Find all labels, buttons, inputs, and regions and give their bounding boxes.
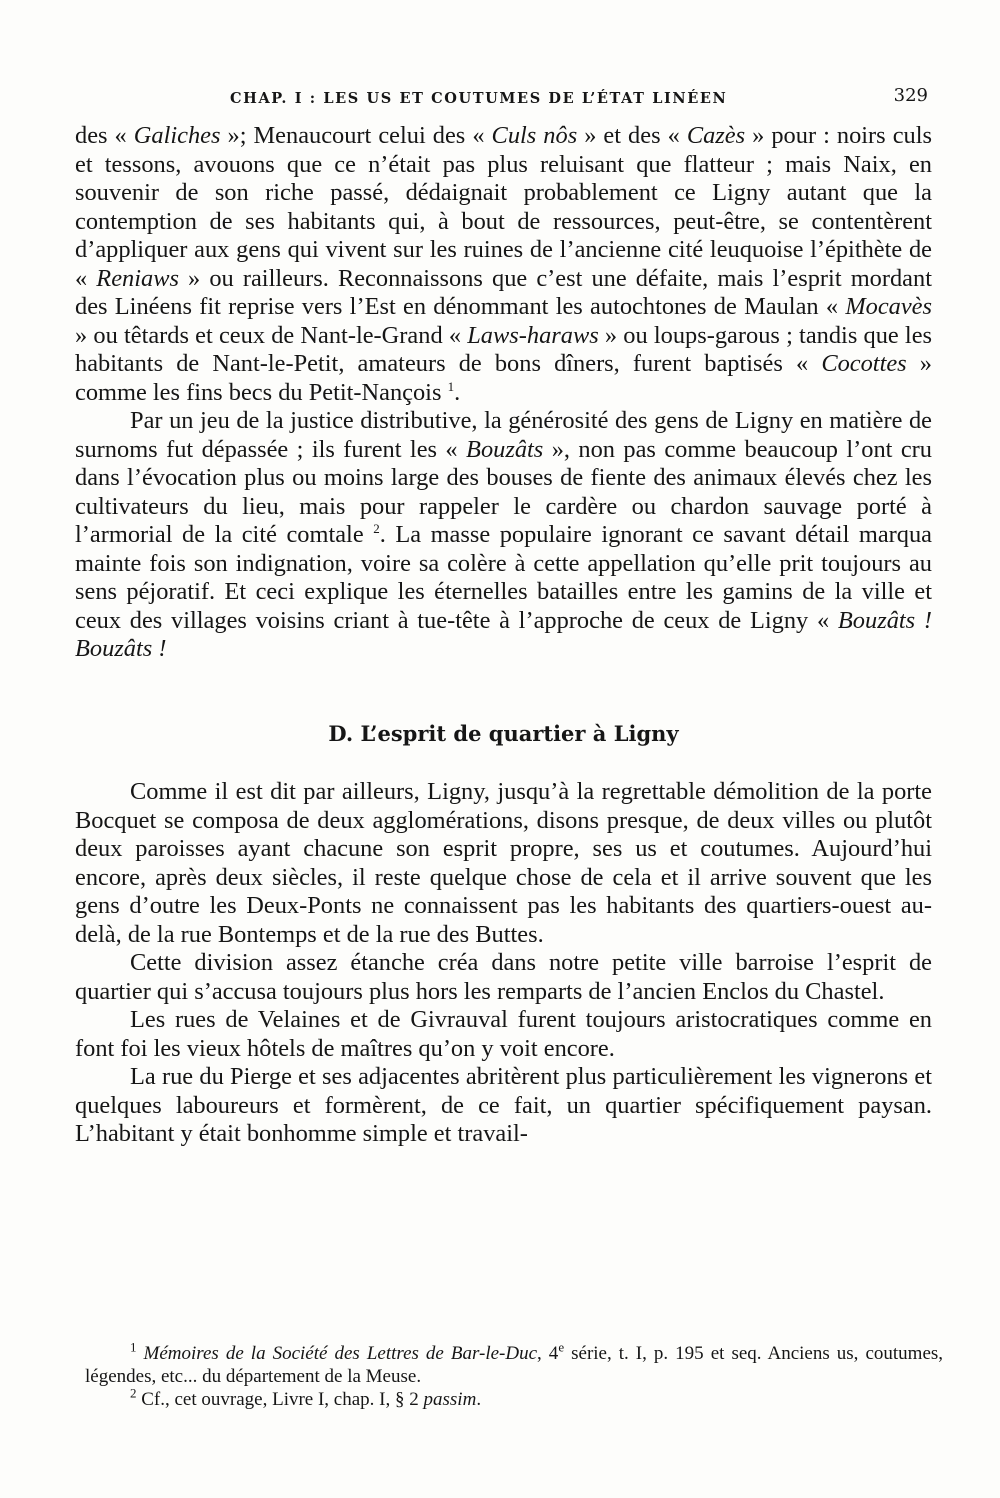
text-run: » pour : noirs culs et tessons, avouons que ce n’était pas plus reluisant que flatteur ; mais Naix, en souvenir de son riche passé, dédaignait probablement ce Ligny autant que la contemption de ses habitants qui, à bout de ressources, peut-être, se contentèrent d’appliquer aux gens qui vivent sur les ruines de l’ancienne cité leuquoise l’épithète de « [75,122,932,292]
text-run: des « [75,122,134,149]
italic-term: Bouzâts ! Bouzâts ! [75,606,933,662]
text-run: . [476,1389,482,1410]
italic-term: Bouzâts [466,435,544,463]
text-run: . [454,378,461,406]
text-run: » ou loups-garous ; tandis que les habitants de Nant-le-Petit, amateurs de bons dîners, furent baptisés « [75,321,933,377]
footnote-1 [85,1339,944,1388]
footnote-ref: 2 [373,520,380,536]
italic-term: Reniaws [96,264,179,292]
text-run: »; Menaucourt celui des « [220,122,492,149]
paragraph-6: La rue du Pierge et ses adjacentes abritèrent plus particulièrement les vignerons et quelques laboureurs et formèrent, de ce fait, un quartier spécifiquement paysan. L’habitant y était bonhomme simple et travail- [75,1063,932,1147]
paragraph-5: Les rues de Velaines et de Givrauval furent toujours aristocratiques comme en font foi les vieux hôtels de maîtres qu’on y voit encore. [75,1006,932,1062]
page-number: 329 [893,85,928,106]
footnotes [85,1339,944,1411]
text-run: . La masse populaire ignorant ce savant détail marqua mainte fois son indignation, voire sa colère à cette appellation qu’elle prit toujours au sens péjoratif. Et ceci explique les éternelles batailles entre les gamins de la ville et ceux des villages voisins criant à tue-tête à l’approche de ceux de Ligny « [75,521,933,634]
footnote-ref: 1 [447,378,455,394]
text-run: Cf., cet ouvrage, Livre I, chap. I, § 2 [136,1389,424,1410]
italic-term: Galiches [133,122,221,149]
footnote-number: 1 [130,1339,137,1355]
footnote-number: 2 [130,1385,137,1401]
italic-term: Culs nôs [491,122,578,149]
paragraph-4: Cette division assez étanche créa dans notre petite ville barroise l’esprit de quartier qui s’accusa toujours plus hors les remparts de l’ancien Enclos du Chastel. [75,949,932,1005]
text-run: Par un jeu de la justice distributive, la générosité des gens de Ligny en matière de surnoms fut dépassée ; ils furent les « [75,407,932,463]
italic-term: Cazès [686,122,746,149]
text-run: » et des « [577,122,687,149]
text-run: série, t. I, p. 195 et seq. Anciens us, coutumes, légendes, etc... du département de la Meuse. [85,1343,944,1387]
ordinal-suffix: e [558,1339,565,1355]
italic-term: Mocavès [845,293,932,320]
italic-term: Laws-haraws [467,321,599,349]
body-text [75,122,932,1149]
text-run: » ou railleurs. Reconnaissons que c’est une défaite, mais l’esprit mordant des Linéens fit reprise vers l’Est en dénommant les autochtones de Maulan « [75,264,932,320]
paragraph-1 [75,122,932,407]
italic-term: Cocottes [821,350,907,377]
page [75,82,932,1149]
italic-title: Mémoires de la Société des Lettres de Bar-le-Duc [143,1343,538,1364]
text-run: » ou têtards et ceux de Nant-le-Grand « [75,321,468,349]
running-title: CHAP. I : LES US ET COUTUMES DE L’ÉTAT LINÉEN [230,90,728,107]
italic-term: passim [423,1389,477,1410]
section-heading: D. L’esprit de quartier à Ligny [328,720,679,746]
text-run: » comme les fins becs du Petit-Nançois [75,350,932,406]
footnote-2 [85,1385,943,1411]
text-run: , 4 [537,1343,559,1364]
paragraph-3: Comme il est dit par ailleurs, Ligny, jusqu’à la regrettable démolition de la porte Bocquet se composa de deux agglomérations, disons presque, de deux villes ou plutôt deux paroisses ayant chacune son esprit propre, ses us et coutumes. Aujourd’hui encore, après deux siècles, il reste quelque chose de cela et il arrive souvent que les gens d’outre les Deux-Ponts ne connaissent pas les habitants des quartiers-ouest au-delà, de la rue Bontemps et de la rue des Buttes. [75,778,932,948]
text-run: », non pas comme beaucoup l’ont cru dans l’évocation plus ou moins large des bouses de fiente des animaux élevés chez les cultivateurs du lieu, mais pour rappeler le cardère ou chardon sauvage porté à l’armorial de la cité comtale [75,435,932,548]
running-head [75,82,932,122]
paragraph-2 [75,407,932,664]
